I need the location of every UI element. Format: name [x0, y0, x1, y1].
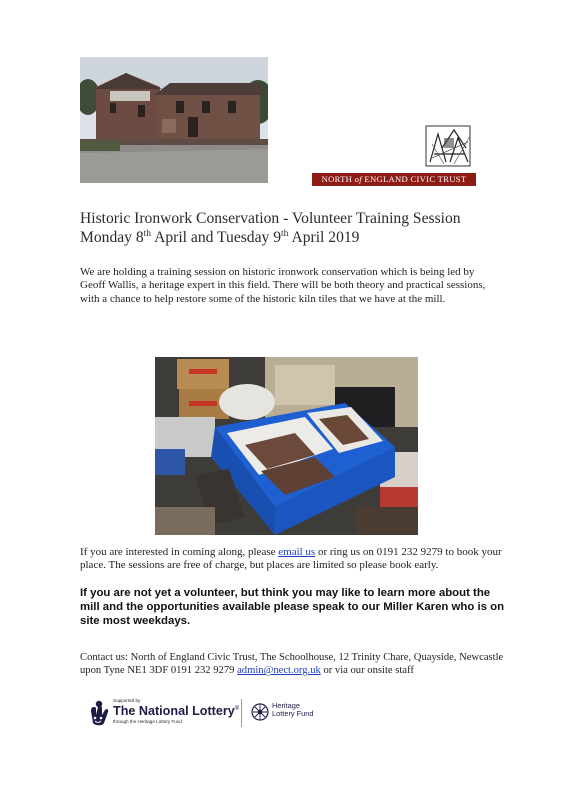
nect-logo — [312, 124, 476, 186]
funder-logos — [88, 697, 428, 731]
email-us-link[interactable]: email us — [278, 546, 316, 558]
heritage-lottery-fund-icon — [251, 703, 269, 721]
national-lottery-name: The National Lottery® — [113, 704, 240, 718]
page-title — [80, 209, 520, 247]
title-line-2: Monday 8th April and Tuesday 9th April 2019 — [80, 228, 360, 246]
contact-paragraph: Contact us: North of England Civic Trust, The Schoolhouse, 12 Trinity Chare, Quayside, Newcastle upon Tyne NE1 3DF 0191 232 9279 admin@nect.org.uk or via our onsite staff — [80, 652, 504, 677]
nect-name-band: NORTH of ENGLAND CIVIC TRUST — [312, 173, 476, 186]
admin-email-link[interactable]: admin@nect.org.uk — [237, 665, 321, 677]
booking-paragraph: If you are interested in coming along, please email us or ring us on 0191 232 9279 to book your place. The sessions are free of charge, but places are limited so please book early. — [80, 546, 502, 572]
volunteer-notice: If you are not yet a volunteer, but think you may like to learn more about the mill and the opportunities available please speak to our Miller Karen who is on site most weekdays. — [80, 587, 505, 628]
hlf-name: Heritage Lottery Fund — [272, 701, 314, 719]
kiln-tiles-crates-photo — [155, 357, 418, 535]
supported-by-label: Supported by — [113, 698, 141, 703]
title-line-1: Historic Ironwork Conservation - Volunteer Training Session — [80, 210, 461, 227]
national-lottery-crossed-fingers-icon — [88, 699, 110, 727]
intro-paragraph: We are holding a training session on historic ironwork conservation which is being led by Geoff Wallis, a heritage expert in this field. There will be both theory and practical sessions, with a chance to help restore some of the historic kiln tiles that we have at the mill. — [80, 266, 486, 305]
through-hlf-label: through the Heritage Lottery Fund — [113, 719, 182, 724]
nect-emblem-icon — [424, 124, 474, 168]
mill-building-photo — [80, 57, 268, 183]
footer-divider — [241, 699, 242, 727]
